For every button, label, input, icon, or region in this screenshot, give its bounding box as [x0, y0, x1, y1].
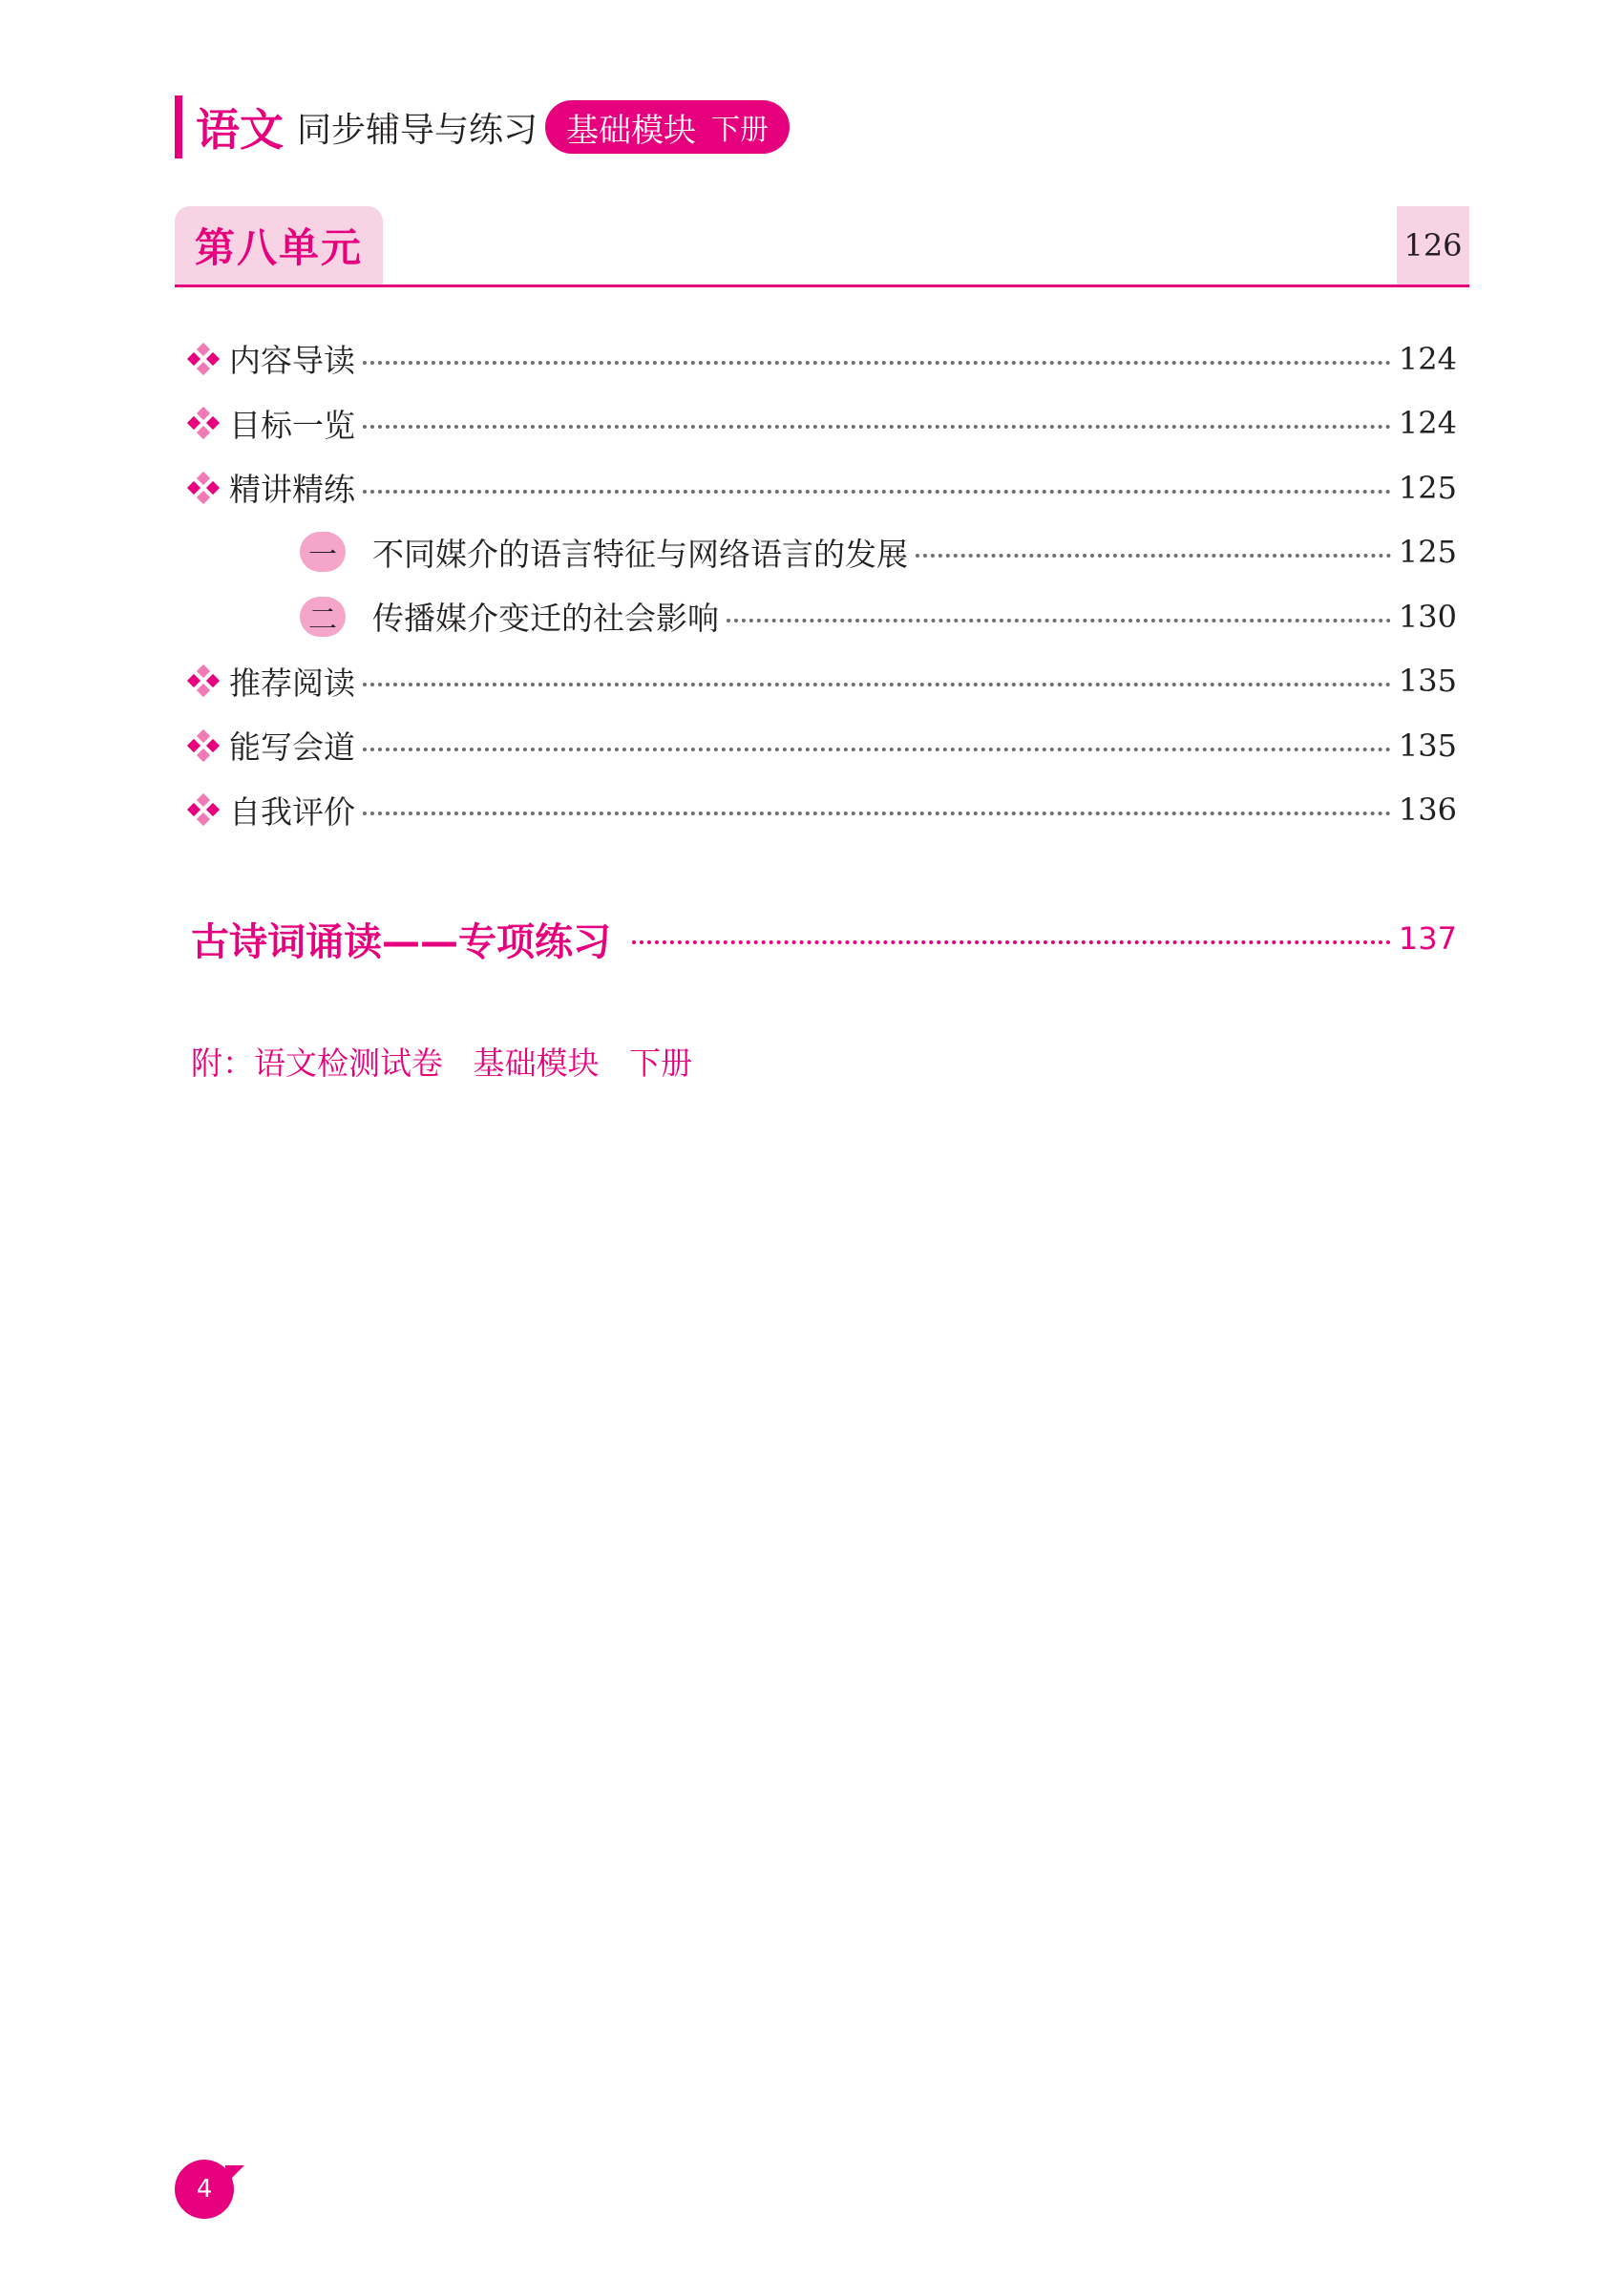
- diamond-bullet-icon: [187, 407, 220, 439]
- toc-entry[interactable]: [187, 455, 1457, 520]
- toc-entry[interactable]: [187, 391, 1457, 456]
- header-series: 同步辅导与练习: [297, 110, 538, 150]
- toc-entry-label: 自我评价: [229, 792, 355, 831]
- dot-leader: [727, 619, 1391, 622]
- appendix-note: 附：语文检测试卷 基础模块 下册: [191, 1044, 692, 1082]
- unit-tab: [175, 206, 383, 285]
- unit-page-number: 126: [1397, 206, 1469, 285]
- unit-title: 第八单元: [194, 224, 363, 271]
- toc-subentry[interactable]: [187, 584, 1457, 649]
- toc-entry-page: 125: [1398, 469, 1457, 506]
- toc-entry-page: 130: [1398, 598, 1457, 635]
- toc-entry-label: 目标一览: [229, 406, 355, 444]
- diamond-bullet-icon: [187, 793, 220, 826]
- toc-entry-label: 不同媒介的语言特征与网络语言的发展: [372, 535, 908, 573]
- page-number-tail: [225, 2165, 244, 2184]
- special-practice-page: 137: [1398, 920, 1457, 957]
- toc-entry[interactable]: [187, 327, 1457, 391]
- toc-entry[interactable]: [187, 778, 1457, 843]
- toc-entry-page: 124: [1398, 340, 1457, 377]
- toc-entry-page: 136: [1398, 791, 1457, 829]
- section-number-badge: 一: [300, 532, 346, 572]
- dot-leader: [916, 554, 1391, 558]
- dot-leader: [363, 748, 1391, 751]
- dot-leader: [363, 425, 1391, 429]
- dot-leader: [632, 940, 1391, 944]
- header-module: 基础模块: [566, 111, 697, 150]
- header-accent-bar: [175, 95, 182, 158]
- running-header: [175, 95, 790, 158]
- header-volume: 下册: [711, 114, 770, 147]
- toc-entry-label: 精讲精练: [229, 471, 355, 509]
- toc-entry-page: 124: [1398, 405, 1457, 442]
- unit-heading-bar: [175, 206, 1469, 287]
- section-number-badge: 二: [300, 597, 346, 637]
- page-number-badge: 4: [175, 2160, 234, 2219]
- toc-entry-page: 135: [1398, 663, 1457, 700]
- header-volume-badge: [545, 100, 790, 154]
- special-practice-title: 古诗词诵读——专项练习: [191, 919, 611, 964]
- header-subject: 语文: [196, 104, 284, 156]
- toc-entry-label: 传播媒介变迁的社会影响: [372, 600, 719, 638]
- toc-entry-label: 内容导读: [229, 342, 355, 380]
- diamond-bullet-icon: [187, 729, 220, 762]
- toc-entry[interactable]: [187, 713, 1457, 778]
- diamond-bullet-icon: [187, 664, 220, 697]
- diamond-bullet-icon: [187, 472, 220, 504]
- dot-leader: [363, 812, 1391, 815]
- toc-entry-label: 能写会道: [229, 728, 355, 767]
- table-of-contents: [187, 327, 1457, 842]
- dot-leader: [363, 361, 1391, 365]
- toc-entry-page: 125: [1398, 534, 1457, 571]
- toc-entry-label: 推荐阅读: [229, 664, 355, 702]
- toc-entry[interactable]: [187, 649, 1457, 714]
- dot-leader: [363, 490, 1391, 494]
- toc-entry-page: 135: [1398, 727, 1457, 764]
- dot-leader: [363, 683, 1391, 686]
- diamond-bullet-icon: [187, 343, 220, 375]
- special-practice-entry[interactable]: [191, 905, 1457, 972]
- toc-subentry[interactable]: [187, 520, 1457, 585]
